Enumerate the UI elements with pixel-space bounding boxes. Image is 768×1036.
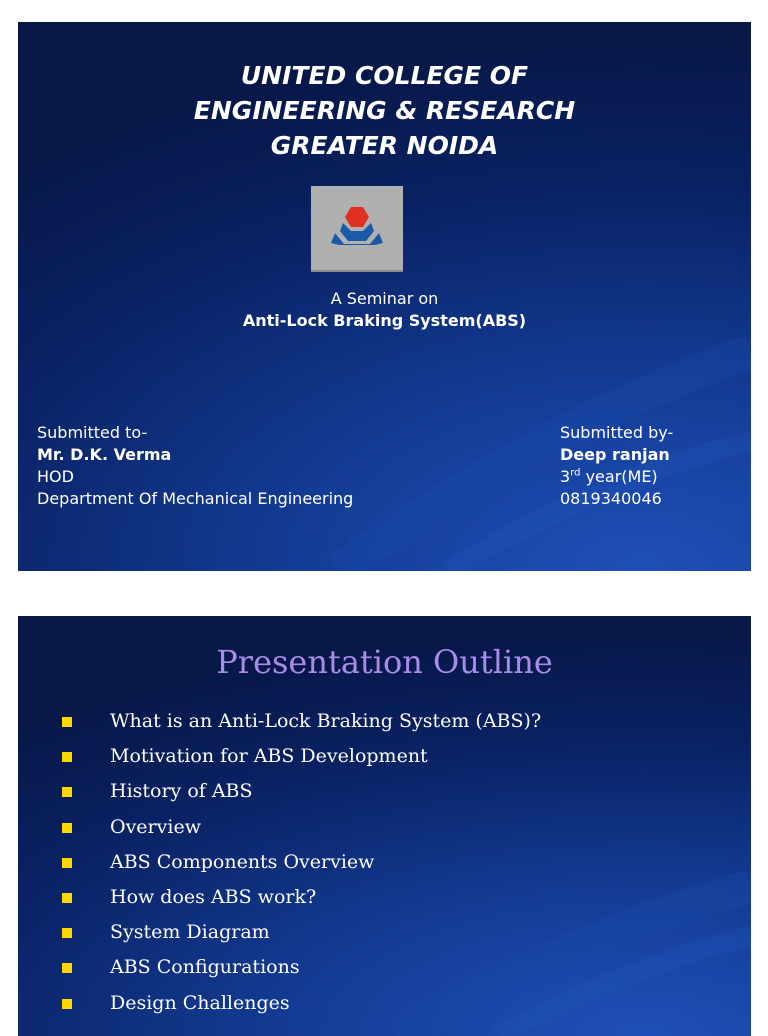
- seminar-topic: Anti-Lock Braking System(ABS): [242, 311, 527, 330]
- seminar-heading: [18, 288, 751, 332]
- outline-item-text: Design Challenges: [110, 991, 290, 1014]
- square-bullet-icon: [62, 823, 72, 833]
- submitted-to-label: Submitted to-: [37, 423, 148, 442]
- student-year-suffix: rd: [570, 467, 581, 479]
- guide-department: Department Of Mechanical Engineering: [37, 489, 354, 508]
- outline-title: Presentation Outline: [216, 643, 553, 681]
- outline-item-text: ABS Components Overview: [110, 850, 375, 873]
- college-name: [18, 58, 751, 163]
- student-roll-number: 0819340046: [560, 489, 662, 508]
- square-bullet-icon: [62, 928, 72, 938]
- student-year: [560, 466, 673, 488]
- student-year-number: 3: [560, 467, 571, 486]
- outline-slide: [18, 616, 751, 1036]
- outline-item: [62, 810, 541, 845]
- outline-item-text: Motivation for ABS Development: [110, 745, 428, 768]
- student-name: Deep ranjan: [560, 445, 670, 464]
- outline-list: [62, 704, 541, 1021]
- outline-item: [62, 880, 541, 915]
- square-bullet-icon: [62, 752, 72, 762]
- outline-item-text: What is an Anti-Lock Braking System (ABS)?: [110, 710, 542, 732]
- outline-item-text: History of ABS: [110, 780, 253, 803]
- outline-item: [62, 845, 541, 880]
- square-bullet-icon: [62, 893, 72, 903]
- square-bullet-icon: [62, 999, 72, 1009]
- outline-item: [62, 950, 541, 985]
- outline-item-text: How does ABS work?: [110, 885, 317, 908]
- submitted-to-block: [37, 422, 353, 510]
- outline-item-text: Overview: [110, 815, 201, 838]
- student-year-course: year(ME): [580, 467, 658, 486]
- outline-item-text: System Diagram: [110, 921, 270, 944]
- college-name-line: ENGINEERING & RESEARCH: [193, 96, 576, 125]
- college-name-line: GREATER NOIDA: [270, 131, 499, 160]
- square-bullet-icon: [62, 717, 72, 727]
- logo-divider: [311, 270, 403, 272]
- outline-item-text: ABS Configurations: [110, 956, 300, 979]
- outline-item: [62, 704, 541, 739]
- guide-name: Mr. D.K. Verma: [37, 445, 172, 464]
- submitted-by-block: [560, 422, 673, 510]
- title-slide: [18, 22, 751, 571]
- square-bullet-icon: [62, 858, 72, 868]
- square-bullet-icon: [62, 787, 72, 797]
- outline-item: [62, 774, 541, 809]
- outline-item: [62, 739, 541, 774]
- guide-designation: HOD: [37, 467, 74, 486]
- seminar-intro: A Seminar on: [330, 289, 439, 308]
- square-bullet-icon: [62, 963, 72, 973]
- outline-item: [62, 915, 541, 950]
- submitted-by-label: Submitted by-: [560, 423, 674, 442]
- college-name-line: UNITED COLLEGE OF: [240, 61, 529, 90]
- outline-item: [62, 986, 541, 1021]
- college-logo-icon: [311, 186, 403, 270]
